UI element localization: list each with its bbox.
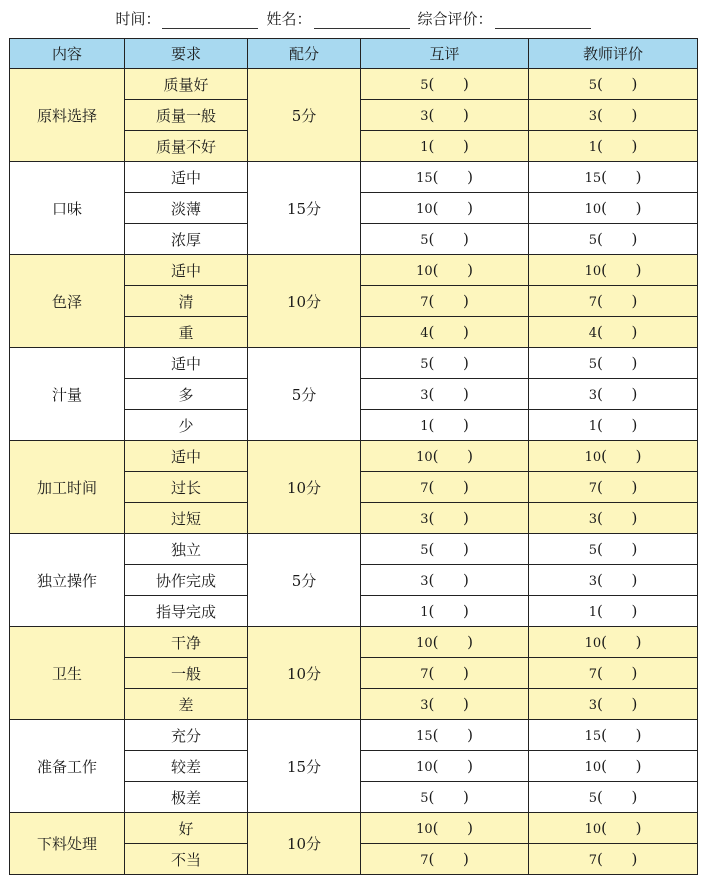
score-blank[interactable]: ( ): [428, 230, 469, 248]
score-entry: [420, 664, 469, 682]
score-value: 3: [588, 574, 597, 589]
score-blank[interactable]: ( ): [428, 478, 469, 496]
score-value: 1: [420, 605, 429, 620]
score-value: 10: [584, 636, 602, 651]
points-cell: 10分: [248, 255, 361, 348]
requirement-cell: 适中: [125, 255, 248, 286]
peer-score-cell[interactable]: [361, 100, 529, 131]
score-entry: [420, 292, 469, 310]
peer-score-cell[interactable]: [361, 720, 529, 751]
table-row: [10, 162, 698, 193]
peer-score-cell[interactable]: [361, 131, 529, 162]
score-value: 7: [420, 481, 429, 496]
score-value: 7: [420, 667, 429, 682]
content-cell: 卫生: [10, 627, 125, 720]
score-blank[interactable]: ( ): [596, 354, 638, 372]
teacher-score-cell[interactable]: [529, 224, 698, 255]
peer-score-cell[interactable]: [361, 224, 529, 255]
column-header-content: 内容: [10, 39, 125, 69]
column-header-requirement: 要求: [125, 39, 248, 69]
overall-evaluation-blank[interactable]: [495, 12, 591, 29]
score-blank[interactable]: ( ): [596, 478, 638, 496]
peer-score-cell[interactable]: [361, 317, 529, 348]
requirement-cell: 指导完成: [125, 596, 248, 627]
score-blank[interactable]: ( ): [596, 323, 638, 341]
score-value: 15: [584, 171, 602, 186]
teacher-score-cell[interactable]: [529, 689, 698, 720]
teacher-score-cell[interactable]: [529, 844, 698, 875]
requirement-cell: 干净: [125, 627, 248, 658]
score-value: 5: [588, 233, 597, 248]
score-entry: [420, 416, 469, 434]
requirement-cell: 质量好: [125, 69, 248, 100]
peer-score-cell[interactable]: [361, 162, 529, 193]
name-label: 姓名：: [266, 9, 312, 28]
teacher-score-cell[interactable]: [529, 69, 698, 100]
score-value: 5: [420, 233, 429, 248]
peer-score-cell[interactable]: [361, 69, 529, 100]
score-entry: [420, 571, 469, 589]
table-body: [10, 69, 698, 875]
requirement-cell: 差: [125, 689, 248, 720]
score-entry: [420, 509, 469, 527]
score-value: 1: [588, 605, 597, 620]
score-entry: [420, 788, 469, 806]
score-blank[interactable]: ( ): [432, 261, 473, 279]
content-cell: 色泽: [10, 255, 125, 348]
peer-score-cell[interactable]: [361, 534, 529, 565]
score-entry: [589, 230, 638, 248]
score-value: 4: [420, 326, 429, 341]
overall-evaluation-label: 综合评价：: [417, 9, 493, 28]
score-blank[interactable]: ( ): [432, 447, 473, 465]
score-blank[interactable]: ( ): [601, 447, 642, 465]
score-entry: [420, 137, 469, 155]
score-value: 5: [588, 78, 597, 93]
score-entry: [589, 478, 638, 496]
score-value: 10: [416, 760, 433, 775]
score-blank[interactable]: ( ): [596, 540, 638, 558]
peer-score-cell[interactable]: [361, 751, 529, 782]
score-blank[interactable]: ( ): [596, 695, 638, 713]
teacher-score-cell[interactable]: [529, 162, 698, 193]
teacher-score-cell[interactable]: [529, 441, 698, 472]
score-blank[interactable]: ( ): [596, 788, 638, 806]
teacher-score-cell[interactable]: [529, 813, 698, 844]
score-blank[interactable]: ( ): [432, 633, 473, 651]
score-value: 5: [588, 543, 597, 558]
score-entry: [416, 757, 473, 775]
content-cell: 准备工作: [10, 720, 125, 813]
score-blank[interactable]: ( ): [596, 664, 638, 682]
score-value: 10: [416, 264, 433, 279]
requirement-cell: 清: [125, 286, 248, 317]
score-entry: [416, 168, 473, 186]
teacher-score-cell[interactable]: [529, 317, 698, 348]
content-cell: 独立操作: [10, 534, 125, 627]
score-value: 10: [584, 450, 602, 465]
score-entry: [420, 602, 469, 620]
peer-score-cell[interactable]: [361, 627, 529, 658]
score-entry: [420, 695, 469, 713]
score-value: 5: [588, 357, 597, 372]
score-value: 15: [416, 171, 433, 186]
score-blank[interactable]: ( ): [596, 230, 638, 248]
overall-evaluation-field: [418, 8, 591, 29]
score-value: 5: [588, 791, 597, 806]
score-value: 10: [416, 450, 433, 465]
score-entry: [585, 757, 642, 775]
peer-score-cell[interactable]: [361, 193, 529, 224]
time-field: [115, 8, 258, 29]
score-blank[interactable]: ( ): [601, 726, 642, 744]
score-blank[interactable]: ( ): [432, 199, 473, 217]
column-header-peer-review: 互评: [361, 39, 529, 69]
requirement-cell: 过短: [125, 503, 248, 534]
score-blank[interactable]: ( ): [601, 757, 642, 775]
requirement-cell: 好: [125, 813, 248, 844]
requirement-cell: 质量不好: [125, 131, 248, 162]
score-value: 7: [588, 481, 597, 496]
teacher-score-cell[interactable]: [529, 131, 698, 162]
score-entry: [420, 230, 469, 248]
score-blank[interactable]: ( ): [601, 199, 642, 217]
score-blank[interactable]: ( ): [596, 137, 638, 155]
requirement-cell: 独立: [125, 534, 248, 565]
table-row: [10, 813, 698, 844]
score-blank[interactable]: ( ): [428, 416, 469, 434]
requirement-cell: 协作完成: [125, 565, 248, 596]
score-blank[interactable]: ( ): [428, 509, 469, 527]
score-value: 10: [584, 760, 602, 775]
score-blank[interactable]: ( ): [428, 695, 469, 713]
score-blank[interactable]: ( ): [601, 819, 642, 837]
score-entry: [420, 540, 469, 558]
score-blank[interactable]: ( ): [601, 633, 642, 651]
score-entry: [589, 540, 638, 558]
teacher-score-cell[interactable]: [529, 720, 698, 751]
teacher-score-cell[interactable]: [529, 565, 698, 596]
table-row: [10, 720, 698, 751]
score-value: 7: [588, 853, 597, 868]
score-value: 1: [588, 140, 597, 155]
score-value: 4: [588, 326, 597, 341]
score-blank[interactable]: ( ): [601, 168, 642, 186]
score-blank[interactable]: ( ): [428, 354, 469, 372]
time-blank[interactable]: [162, 12, 258, 29]
peer-score-cell[interactable]: [361, 782, 529, 813]
score-value: 5: [420, 357, 429, 372]
score-blank[interactable]: ( ): [428, 664, 469, 682]
score-entry: [589, 416, 638, 434]
content-cell: 下料处理: [10, 813, 125, 875]
requirement-cell: 不当: [125, 844, 248, 875]
requirement-cell: 适中: [125, 441, 248, 472]
teacher-score-cell[interactable]: [529, 782, 698, 813]
score-value: 3: [420, 512, 429, 527]
score-value: 3: [420, 698, 429, 713]
score-value: 10: [584, 264, 602, 279]
score-blank[interactable]: ( ): [601, 261, 642, 279]
content-cell: 汁量: [10, 348, 125, 441]
peer-score-cell[interactable]: [361, 813, 529, 844]
score-blank[interactable]: ( ): [432, 726, 473, 744]
score-entry: [420, 75, 469, 93]
score-value: 3: [420, 388, 429, 403]
score-entry: [420, 323, 469, 341]
teacher-score-cell[interactable]: [529, 596, 698, 627]
score-value: 1: [420, 140, 429, 155]
form-header: [0, 0, 706, 36]
peer-score-cell[interactable]: [361, 286, 529, 317]
score-blank[interactable]: ( ): [432, 757, 473, 775]
score-value: 7: [420, 295, 429, 310]
score-entry: [589, 664, 638, 682]
score-entry: [589, 323, 638, 341]
points-cell: 5分: [248, 69, 361, 162]
score-blank[interactable]: ( ): [428, 850, 469, 868]
teacher-score-cell[interactable]: [529, 193, 698, 224]
column-header-points: 配分: [248, 39, 361, 69]
score-blank[interactable]: ( ): [428, 292, 469, 310]
score-blank[interactable]: ( ): [432, 819, 473, 837]
score-blank[interactable]: ( ): [428, 571, 469, 589]
table-row: [10, 348, 698, 379]
content-cell: 口味: [10, 162, 125, 255]
score-blank[interactable]: ( ): [596, 509, 638, 527]
table-row: [10, 69, 698, 100]
teacher-score-cell[interactable]: [529, 503, 698, 534]
table-row: [10, 627, 698, 658]
score-value: 3: [588, 388, 597, 403]
score-value: 5: [420, 78, 429, 93]
score-entry: [416, 633, 473, 651]
score-value: 15: [584, 729, 602, 744]
teacher-score-cell[interactable]: [529, 255, 698, 286]
peer-score-cell[interactable]: [361, 379, 529, 410]
score-entry: [589, 292, 638, 310]
score-entry: [589, 571, 638, 589]
name-field: [266, 8, 409, 29]
score-value: 15: [416, 729, 433, 744]
score-entry: [416, 447, 473, 465]
peer-score-cell[interactable]: [361, 689, 529, 720]
points-cell: 15分: [248, 162, 361, 255]
score-value: 5: [420, 791, 429, 806]
peer-score-cell[interactable]: [361, 410, 529, 441]
requirement-cell: 极差: [125, 782, 248, 813]
peer-score-cell[interactable]: [361, 596, 529, 627]
score-entry: [585, 168, 642, 186]
teacher-score-cell[interactable]: [529, 379, 698, 410]
points-cell: 5分: [248, 534, 361, 627]
score-blank[interactable]: ( ): [428, 788, 469, 806]
teacher-score-cell[interactable]: [529, 410, 698, 441]
score-entry: [420, 106, 469, 124]
column-header-teacher-review: 教师评价: [529, 39, 698, 69]
teacher-score-cell[interactable]: [529, 751, 698, 782]
requirement-cell: 适中: [125, 162, 248, 193]
teacher-score-cell[interactable]: [529, 286, 698, 317]
score-value: 7: [588, 667, 597, 682]
score-blank[interactable]: ( ): [596, 106, 638, 124]
score-entry: [585, 199, 642, 217]
score-blank[interactable]: ( ): [596, 416, 638, 434]
teacher-score-cell[interactable]: [529, 534, 698, 565]
score-blank[interactable]: ( ): [596, 385, 638, 403]
peer-score-cell[interactable]: [361, 658, 529, 689]
score-entry: [589, 788, 638, 806]
score-value: 3: [588, 698, 597, 713]
score-entry: [585, 447, 642, 465]
teacher-score-cell[interactable]: [529, 658, 698, 689]
time-label: 时间：: [115, 9, 161, 28]
score-entry: [420, 354, 469, 372]
score-entry: [416, 819, 473, 837]
content-cell: 原料选择: [10, 69, 125, 162]
score-entry: [589, 850, 638, 868]
requirement-cell: 少: [125, 410, 248, 441]
points-cell: 5分: [248, 348, 361, 441]
score-blank[interactable]: ( ): [428, 385, 469, 403]
peer-score-cell[interactable]: [361, 255, 529, 286]
score-value: 10: [584, 822, 602, 837]
score-entry: [420, 478, 469, 496]
score-blank[interactable]: ( ): [428, 137, 469, 155]
score-blank[interactable]: ( ): [428, 323, 469, 341]
score-entry: [585, 261, 642, 279]
score-blank[interactable]: ( ): [596, 75, 638, 93]
peer-score-cell[interactable]: [361, 844, 529, 875]
requirement-cell: 一般: [125, 658, 248, 689]
evaluation-table: [9, 38, 698, 875]
requirement-cell: 淡薄: [125, 193, 248, 224]
table-header-row: [10, 39, 698, 69]
score-value: 3: [588, 109, 597, 124]
score-entry: [589, 695, 638, 713]
score-value: 10: [584, 202, 602, 217]
name-blank[interactable]: [314, 12, 410, 29]
peer-score-cell[interactable]: [361, 472, 529, 503]
score-value: 1: [588, 419, 597, 434]
requirement-cell: 质量一般: [125, 100, 248, 131]
score-entry: [585, 819, 642, 837]
score-value: 10: [416, 636, 433, 651]
score-value: 3: [588, 512, 597, 527]
requirement-cell: 过长: [125, 472, 248, 503]
score-entry: [420, 385, 469, 403]
requirement-cell: 较差: [125, 751, 248, 782]
score-blank[interactable]: ( ): [432, 168, 473, 186]
score-value: 7: [420, 853, 429, 868]
requirement-cell: 适中: [125, 348, 248, 379]
score-entry: [416, 726, 473, 744]
points-cell: 10分: [248, 627, 361, 720]
requirement-cell: 重: [125, 317, 248, 348]
score-entry: [416, 199, 473, 217]
table-row: [10, 441, 698, 472]
score-blank[interactable]: ( ): [428, 540, 469, 558]
points-cell: 10分: [248, 441, 361, 534]
score-value: 5: [420, 543, 429, 558]
peer-score-cell[interactable]: [361, 441, 529, 472]
score-entry: [589, 137, 638, 155]
score-value: 10: [416, 202, 433, 217]
requirement-cell: 多: [125, 379, 248, 410]
score-entry: [589, 602, 638, 620]
score-value: 3: [420, 574, 429, 589]
score-entry: [589, 354, 638, 372]
teacher-score-cell[interactable]: [529, 627, 698, 658]
score-blank[interactable]: ( ): [428, 106, 469, 124]
peer-score-cell[interactable]: [361, 565, 529, 596]
score-entry: [589, 75, 638, 93]
requirement-cell: 浓厚: [125, 224, 248, 255]
score-blank[interactable]: ( ): [428, 75, 469, 93]
score-entry: [585, 633, 642, 651]
score-entry: [416, 261, 473, 279]
score-value: 7: [588, 295, 597, 310]
score-blank[interactable]: ( ): [596, 602, 638, 620]
score-value: 1: [420, 419, 429, 434]
points-cell: 10分: [248, 813, 361, 875]
score-entry: [589, 385, 638, 403]
teacher-score-cell[interactable]: [529, 472, 698, 503]
peer-score-cell[interactable]: [361, 503, 529, 534]
points-cell: 15分: [248, 720, 361, 813]
score-entry: [420, 850, 469, 868]
score-entry: [589, 509, 638, 527]
teacher-score-cell[interactable]: [529, 348, 698, 379]
requirement-cell: 充分: [125, 720, 248, 751]
score-blank[interactable]: ( ): [428, 602, 469, 620]
score-blank[interactable]: ( ): [596, 850, 638, 868]
score-value: 3: [420, 109, 429, 124]
score-entry: [585, 726, 642, 744]
peer-score-cell[interactable]: [361, 348, 529, 379]
score-value: 10: [416, 822, 433, 837]
score-blank[interactable]: ( ): [596, 571, 638, 589]
score-entry: [589, 106, 638, 124]
teacher-score-cell[interactable]: [529, 100, 698, 131]
table-row: [10, 534, 698, 565]
score-blank[interactable]: ( ): [596, 292, 638, 310]
content-cell: 加工时间: [10, 441, 125, 534]
table-row: [10, 255, 698, 286]
